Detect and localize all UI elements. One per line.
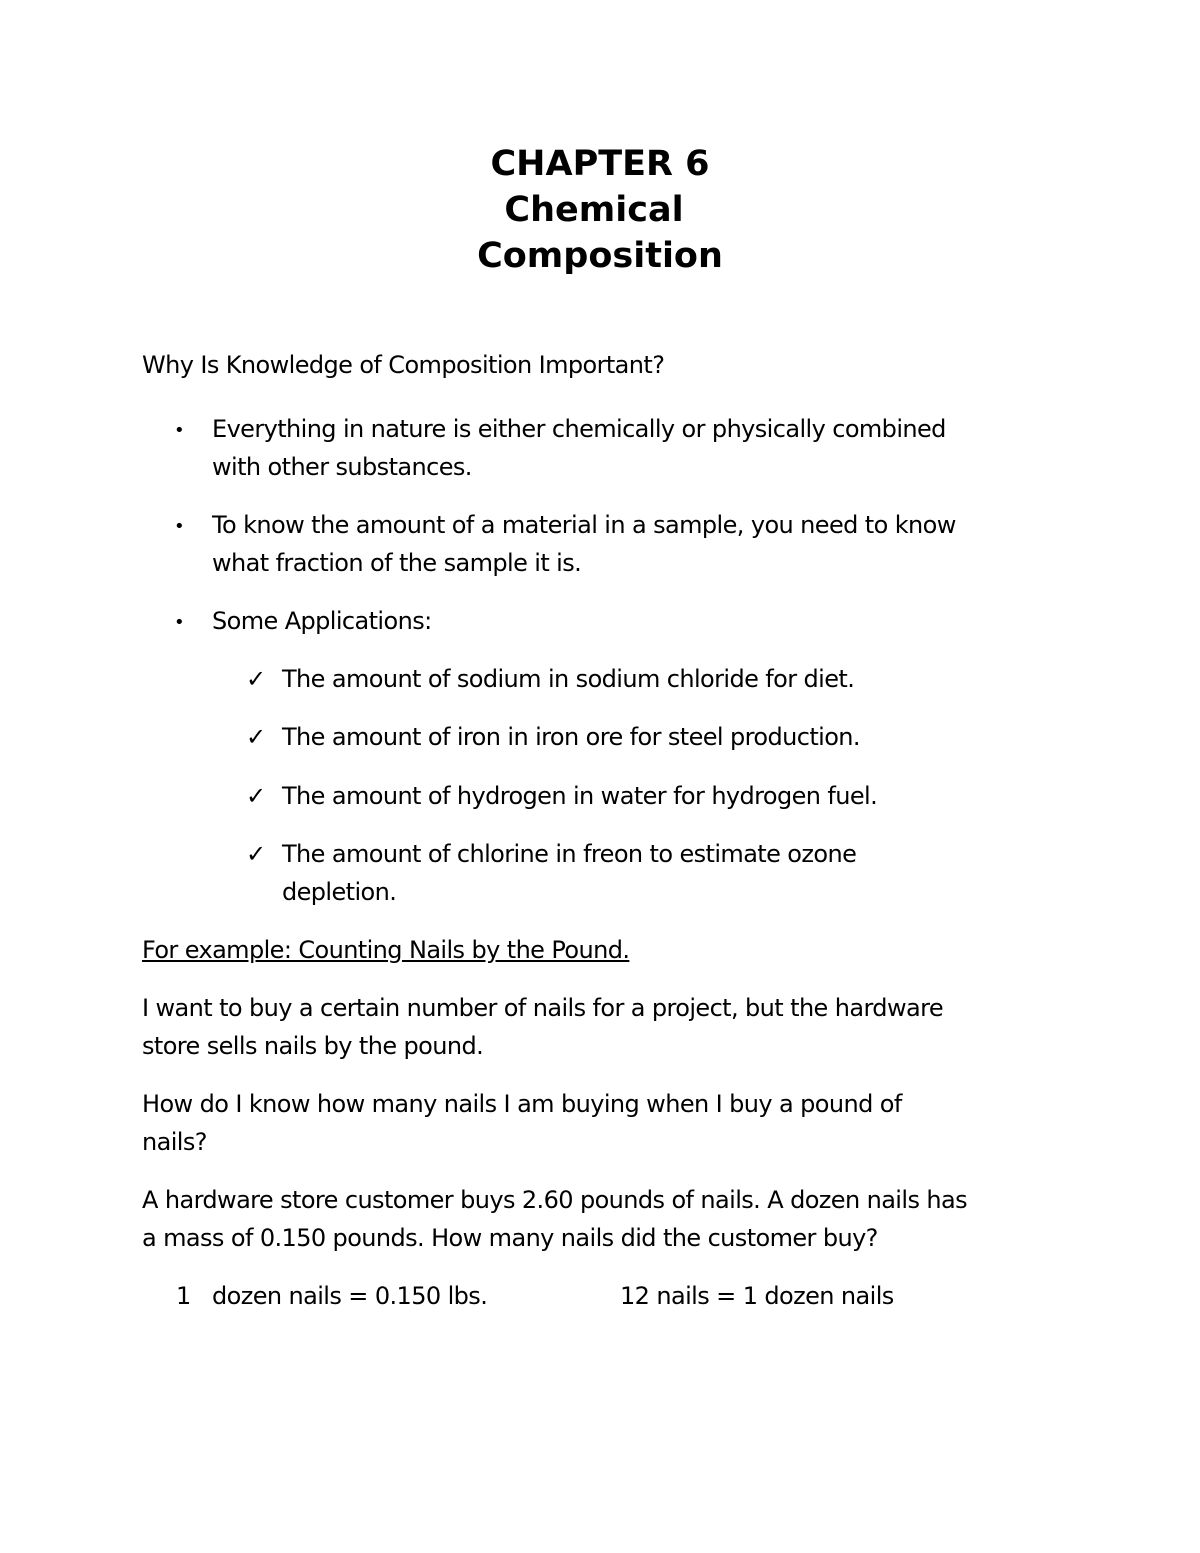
paragraph: nails? xyxy=(142,1128,207,1156)
equation-dozen-count: 12 nails = 1 dozen nails xyxy=(620,1282,894,1310)
bullet-icon: • xyxy=(174,612,185,633)
chapter-number: CHAPTER 6 xyxy=(490,144,710,184)
bullet-text: Everything in nature is either chemically or physically combined xyxy=(212,415,946,443)
chapter-title-line2: Composition xyxy=(477,236,723,276)
paragraph: A hardware store customer buys 2.60 pounds of nails. A dozen nails has xyxy=(142,1186,968,1214)
bullet-icon: • xyxy=(174,420,185,441)
equation-dozen-mass: dozen nails = 0.150 lbs. xyxy=(212,1282,488,1310)
example-heading: For example: Counting Nails by the Pound. xyxy=(142,936,630,964)
bullet-icon: • xyxy=(174,516,185,537)
equation-number: 1 xyxy=(176,1282,191,1310)
paragraph: I want to buy a certain number of nails for a project, but the hardware xyxy=(142,994,943,1022)
paragraph: a mass of 0.150 pounds. How many nails did the customer buy? xyxy=(142,1224,878,1252)
bullet-text: with other substances. xyxy=(212,453,472,481)
application-item: depletion. xyxy=(282,878,397,906)
bullet-text: To know the amount of a material in a sample, you need to know xyxy=(212,511,956,539)
checkmark-icon: ✓ xyxy=(246,723,267,751)
application-item: The amount of hydrogen in water for hydrogen fuel. xyxy=(282,782,878,810)
paragraph: How do I know how many nails I am buying when I buy a pound of xyxy=(142,1090,902,1118)
section-heading: Why Is Knowledge of Composition Important? xyxy=(142,351,665,379)
bullet-text: Some Applications: xyxy=(212,607,432,635)
application-item: The amount of chlorine in freon to estimate ozone xyxy=(282,840,857,868)
paragraph: store sells nails by the pound. xyxy=(142,1032,484,1060)
bullet-text: what fraction of the sample it is. xyxy=(212,549,582,577)
checkmark-icon: ✓ xyxy=(246,840,267,868)
chapter-title-line1: Chemical xyxy=(504,190,684,230)
application-item: The amount of sodium in sodium chloride for diet. xyxy=(282,665,855,693)
application-item: The amount of iron in iron ore for steel production. xyxy=(282,723,860,751)
checkmark-icon: ✓ xyxy=(246,665,267,693)
checkmark-icon: ✓ xyxy=(246,782,267,810)
